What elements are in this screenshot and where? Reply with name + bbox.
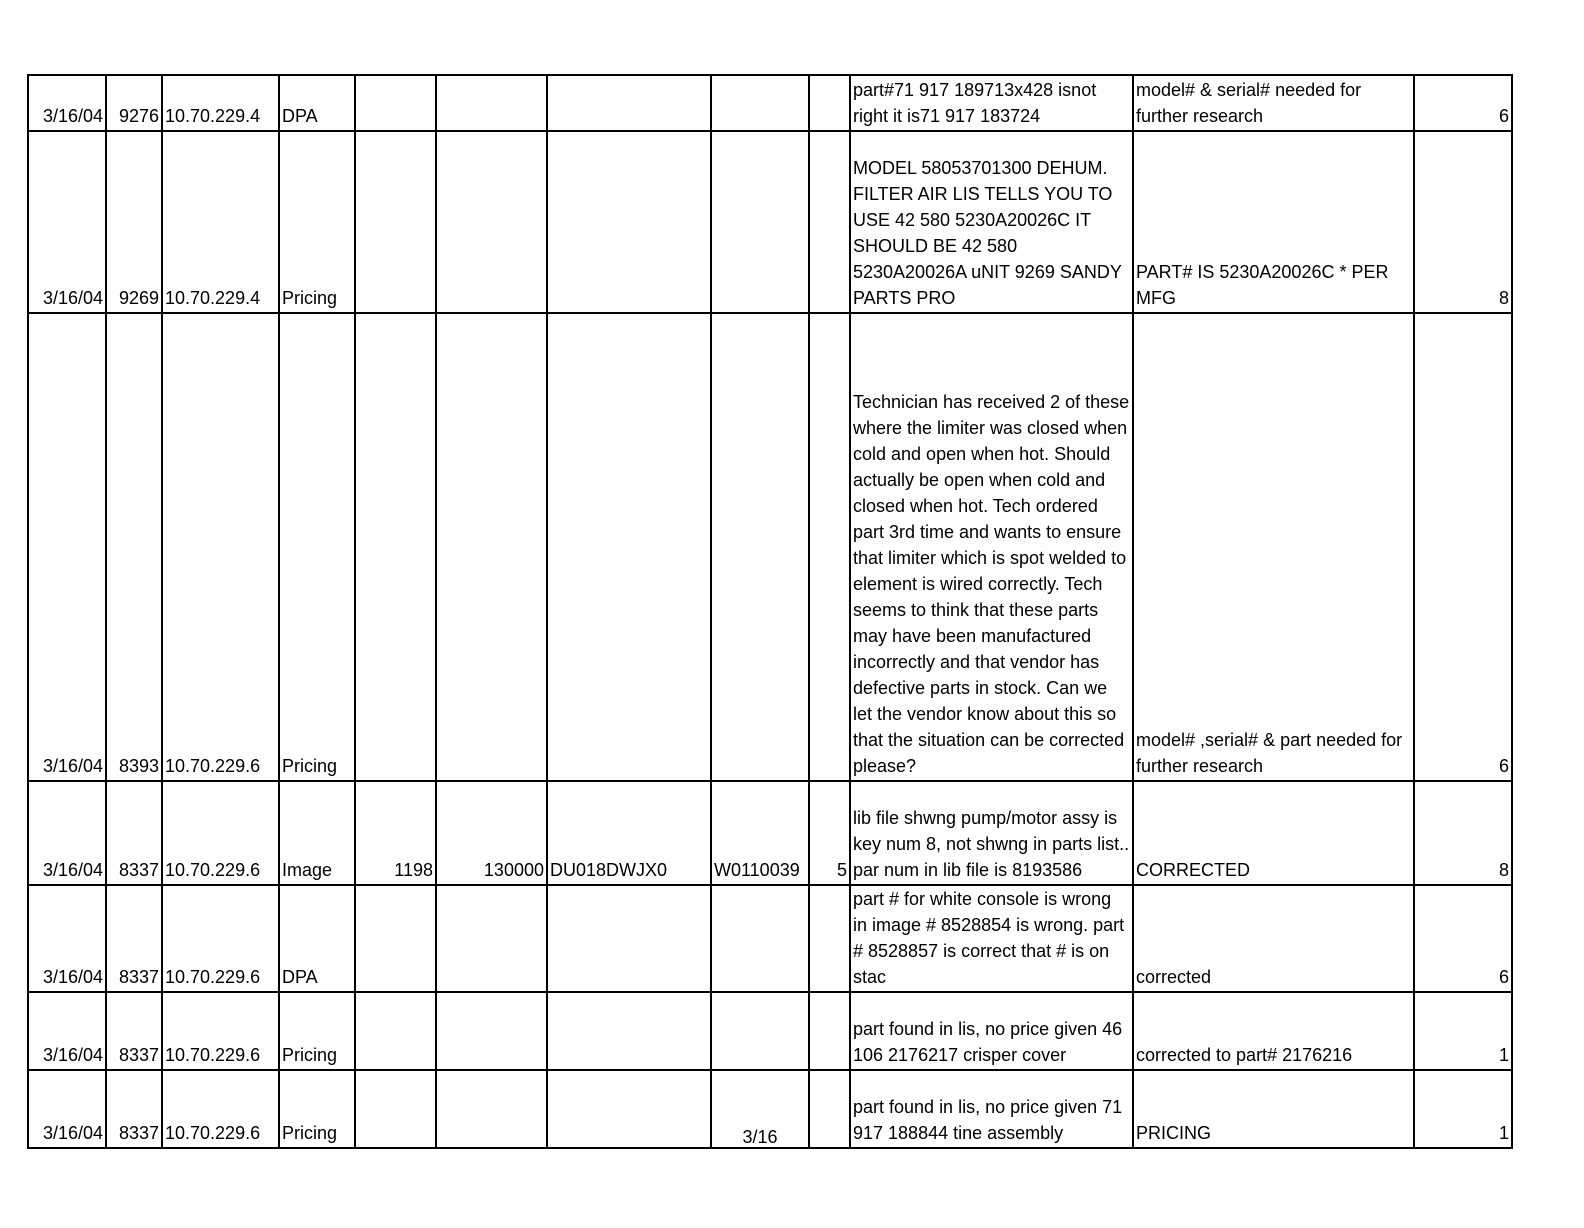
col5-cell	[355, 313, 436, 781]
code-cell: 8	[1414, 781, 1512, 885]
resolution-cell: corrected	[1133, 885, 1414, 992]
ip-cell: 10.70.229.6	[162, 885, 279, 992]
col9-cell	[809, 313, 850, 781]
code-cell: 8	[1414, 131, 1512, 313]
table-row	[28, 781, 1512, 885]
code-cell: 6	[1414, 313, 1512, 781]
ip-cell: 10.70.229.6	[162, 992, 279, 1070]
date-cell: 3/16/04	[28, 75, 106, 131]
col9-cell	[809, 75, 850, 131]
col5-cell	[355, 992, 436, 1070]
issue-cell: part#71 917 189713x428 isnot right it is71 917 183724	[850, 75, 1133, 131]
serial-cell	[711, 992, 809, 1070]
model-cell	[547, 992, 711, 1070]
unit-cell: 8337	[106, 885, 162, 992]
ip-cell: 10.70.229.6	[162, 1070, 279, 1148]
serial-cell: 3/16	[711, 1070, 809, 1148]
unit-cell: 8393	[106, 313, 162, 781]
resolution-cell: PART# IS 5230A20026C * PER MFG	[1133, 131, 1414, 313]
col6-cell	[436, 313, 547, 781]
code-cell: 6	[1414, 75, 1512, 131]
serial-cell	[711, 75, 809, 131]
table-row	[28, 131, 1512, 313]
col6-cell	[436, 75, 547, 131]
col6-cell	[436, 1070, 547, 1148]
serial-cell	[711, 131, 809, 313]
ip-cell: 10.70.229.4	[162, 131, 279, 313]
col6-cell	[436, 131, 547, 313]
col6-cell	[436, 885, 547, 992]
issue-cell: lib file shwng pump/motor assy is key num 8, not shwng in parts list.. par num in lib file is 8193586	[850, 781, 1133, 885]
issue-cell: MODEL 58053701300 DEHUM. FILTER AIR LIS TELLS YOU TO USE 42 580 5230A20026C IT SHOULD BE 42 580 5230A20026A uNIT 9269 SANDY PARTS PRO	[850, 131, 1133, 313]
type-cell: Pricing	[279, 131, 355, 313]
serial-cell	[711, 885, 809, 992]
date-cell: 3/16/04	[28, 781, 106, 885]
col5-cell: 1198	[355, 781, 436, 885]
table-row	[28, 992, 1512, 1070]
type-cell: Pricing	[279, 1070, 355, 1148]
issue-cell: part # for white console is wrong in image # 8528854 is wrong. part # 8528857 is correct that # is on stac	[850, 885, 1133, 992]
col9-cell	[809, 992, 850, 1070]
model-cell	[547, 313, 711, 781]
resolution-cell: model# ,serial# & part needed for further research	[1133, 313, 1414, 781]
model-cell	[547, 1070, 711, 1148]
col9-cell: 5	[809, 781, 850, 885]
date-cell: 3/16/04	[28, 313, 106, 781]
col9-cell	[809, 885, 850, 992]
resolution-cell: corrected to part# 2176216	[1133, 992, 1414, 1070]
unit-cell: 8337	[106, 781, 162, 885]
table-row	[28, 885, 1512, 992]
model-cell	[547, 75, 711, 131]
col5-cell	[355, 1070, 436, 1148]
col9-cell	[809, 1070, 850, 1148]
date-cell: 3/16/04	[28, 992, 106, 1070]
unit-cell: 8337	[106, 1070, 162, 1148]
col9-cell	[809, 131, 850, 313]
serial-cell: W0110039	[711, 781, 809, 885]
type-cell: DPA	[279, 75, 355, 131]
type-cell: Pricing	[279, 992, 355, 1070]
unit-cell: 9269	[106, 131, 162, 313]
resolution-cell: CORRECTED	[1133, 781, 1414, 885]
type-cell: Image	[279, 781, 355, 885]
code-cell: 1	[1414, 1070, 1512, 1148]
date-cell: 3/16/04	[28, 131, 106, 313]
code-cell: 1	[1414, 992, 1512, 1070]
col5-cell	[355, 131, 436, 313]
issue-cell: part found in lis, no price given 71 917 188844 tine assembly	[850, 1070, 1133, 1148]
table-row	[28, 313, 1512, 781]
col6-cell: 130000	[436, 781, 547, 885]
model-cell	[547, 131, 711, 313]
issue-cell: part found in lis, no price given 46 106 2176217 crisper cover	[850, 992, 1133, 1070]
date-cell: 3/16/04	[28, 1070, 106, 1148]
issue-cell: Technician has received 2 of these where the limiter was closed when cold and open when hot. Should actually be open when cold and closed when hot. Tech ordered part 3rd time and wants to ensure that limiter which is spot welded to element is wired correctly. Tech seems to think that these parts may have been manufactured incorrectly and that vendor has defective parts in stock. Can we let the vendor know about this so that the situation can be corrected please?	[850, 313, 1133, 781]
col6-cell	[436, 992, 547, 1070]
resolution-cell: PRICING	[1133, 1070, 1414, 1148]
ip-cell: 10.70.229.6	[162, 781, 279, 885]
serial-cell	[711, 313, 809, 781]
unit-cell: 8337	[106, 992, 162, 1070]
col5-cell	[355, 75, 436, 131]
type-cell: Pricing	[279, 313, 355, 781]
type-cell: DPA	[279, 885, 355, 992]
ip-cell: 10.70.229.4	[162, 75, 279, 131]
unit-cell: 9276	[106, 75, 162, 131]
col5-cell	[355, 885, 436, 992]
model-cell: DU018DWJX0	[547, 781, 711, 885]
resolution-cell: model# & serial# needed for further research	[1133, 75, 1414, 131]
date-cell: 3/16/04	[28, 885, 106, 992]
ip-cell: 10.70.229.6	[162, 313, 279, 781]
model-cell	[547, 885, 711, 992]
table-row	[28, 1070, 1512, 1148]
code-cell: 6	[1414, 885, 1512, 992]
data-table	[27, 74, 1513, 1149]
table-row	[28, 75, 1512, 131]
